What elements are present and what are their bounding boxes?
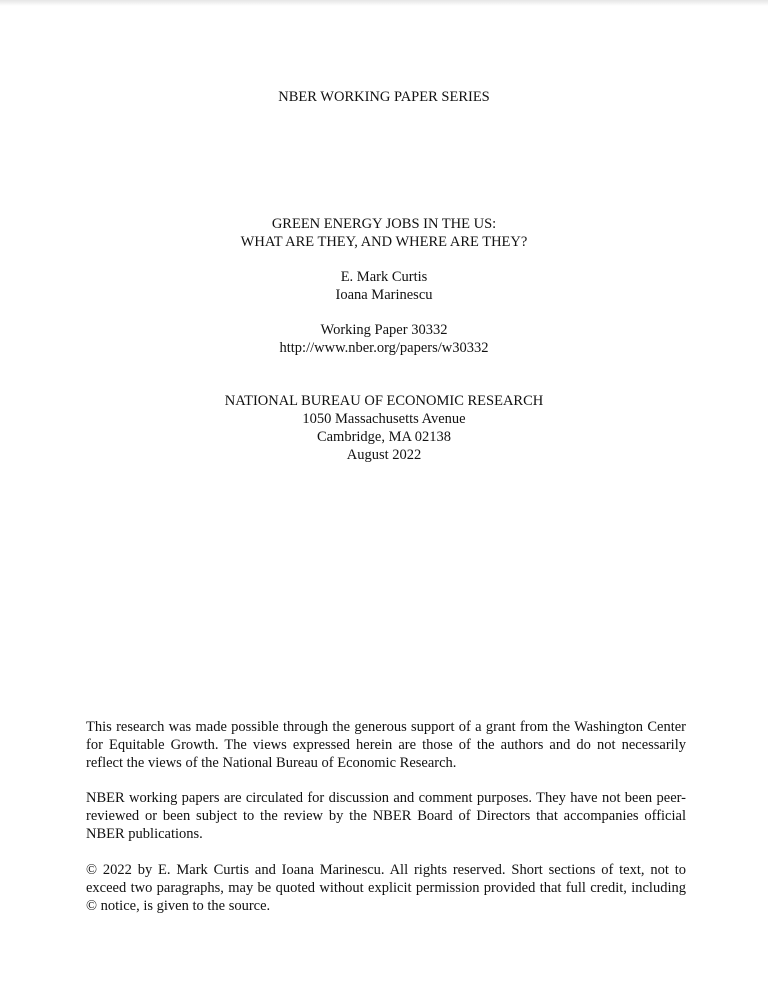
publisher-city: Cambridge, MA 02138 — [316, 429, 452, 445]
paper-title-line-1: GREEN ENERGY JOBS IN THE US: — [271, 216, 497, 232]
page-top-shadow — [0, 0, 768, 6]
working-paper-number: Working Paper 30332 — [320, 322, 448, 338]
working-paper-url[interactable]: http://www.nber.org/papers/w30332 — [279, 340, 489, 356]
copyright-note: © 2022 by E. Mark Curtis and Ioana Marinescu. All rights reserved. Short sections of text, not to exceed two paragraphs, may be quoted without explicit permission provided that full credit, including © notice, is given to the source. — [86, 862, 686, 914]
disclaimer-note: NBER working papers are circulated for discussion and comment purposes. They have not been peer-reviewed or been subject to the review by the NBER Board of Directors that accompanies official NBER publications. — [86, 790, 686, 842]
paper-title-line-2: WHAT ARE THEY, AND WHERE ARE THEY? — [240, 234, 528, 250]
publisher-street: 1050 Massachusetts Avenue — [302, 411, 466, 427]
publisher-name: NATIONAL BUREAU OF ECONOMIC RESEARCH — [224, 393, 544, 409]
funding-note: This research was made possible through the generous support of a grant from the Washington Center for Equitable Growth. The views expressed herein are those of the authors and do not necessarily reflect the views of the National Bureau of Economic Research. — [86, 719, 686, 771]
publication-date: August 2022 — [346, 447, 422, 463]
author-name: Ioana Marinescu — [335, 287, 433, 303]
series-heading: NBER WORKING PAPER SERIES — [278, 89, 490, 105]
author-name: E. Mark Curtis — [340, 269, 428, 285]
